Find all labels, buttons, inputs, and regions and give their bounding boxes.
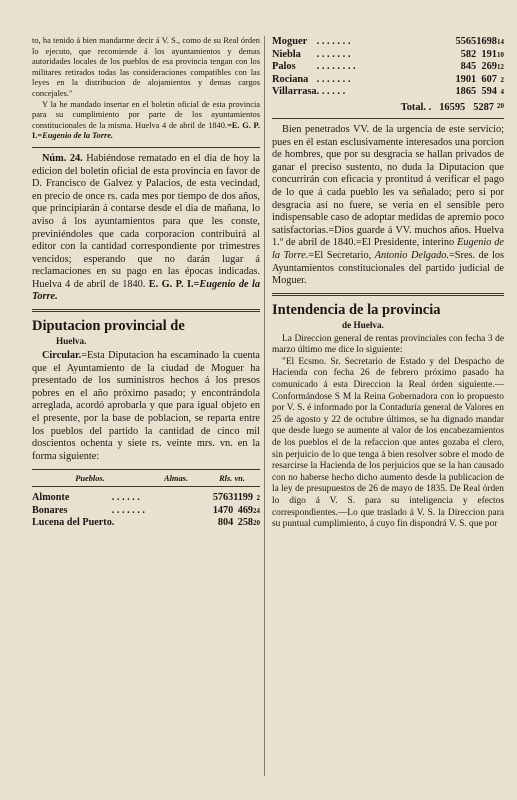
pueblo-name: Palos [272,61,296,73]
rls-value: 1698 [476,36,497,47]
total-rls: 5287 [473,101,494,113]
almas-value: 1901 [455,73,477,85]
circular-text: =Esta Diputacion ha escaminado la cuenta que el Ayuntamiento de la ciudad de Moguer ha presentado de los suministros hechos á los presos pobres en el año próximo pasado; y encontrándola arreglada, acordó aprobarla y que para igual objeto en el presente, por la base de poblacion, se reparta entre los pueblos del partido la cantidad de cinco mil doscientos ochenta y siete rs. veinte mrs. vn. en la forma siguiente: [32,350,260,462]
real-orden-paragraph: "El Ecsmo. Sr. Secretario de Estado y del Despacho de Hacienda con fecha 26 de febrero próximo pasado ha comunicado á esta Direccion la Real órden siguiente.—Conformándose S M la Reina Gobernadora con lo propuesto por V. S. é informado por la Contaduría general de Valores en 25 de agosto y 22 de octubre últimos, se ha dignado mandar que desde luego se aumente al valor de los encabezamientos de los pueblos el de la refaccion que antes gozaba el clero, sin perjuicio de lo que tenga á bien resolver sobre el modo de resarcirse la Hacienda de los perjuicios que se la han causado con no haberse hecho dicho aumento desde la publicacion de la ley de presupuestos de 26 de mayo de 1835. De Real órden lo digo á V. S. para su inteligencia y efectos correspondientes.—Lo que traslado á V. S. la Direccion para su puntual cumplimiento, á cuyo fin dispondrá V. S. que por [272,356,504,530]
distribution-table-left [32,492,260,529]
almas-value: 1865 [455,86,477,98]
header-almas: Almas. [164,474,188,484]
table-row [272,74,504,87]
mrs-value: 24 [253,506,260,515]
right-column [272,36,504,531]
leader-dots: . . . . . . . [316,73,351,85]
rls-value: 191 [481,48,497,60]
mrs-value: 10 [497,50,504,59]
rls-value: 469 [237,504,253,516]
mrs-value: 12 [497,63,504,72]
president-name: Eugenio de la Torre. [272,237,504,261]
table-header [32,472,260,485]
continued-paragraph: to, ha tenido á bien mandarme decir á V. S., como de su Real órden lo ejecuto, que recomiende á los ayuntamientos y demas autoridades locales de los pueblos de esa provincia tengan con los militares retirados todas las consideraciones compatibles con las leyes en la distribucion de alojamientos y demas cargos concejales." [32,36,260,98]
urgency-text: Bien penetrados VV. de la urgencia de este servicio; pues en él estan esclusivamente interesados una porcion de hombres, que por su desgracia se hallan privados de ganar el preciso sustento, no duda la Diputacion que concurrirán con eficacia y prontitud á verificar el pago de lo que á cada pueblo les va señalado; pero si por desgracia así no fuere, se veria en el sensible pero indispensable caso de adoptar medidas de apremio poco satisfactorias.=Dios guarde á VV. muchos años. Huelva 1.º de abril de 1840.=El Presidente, interino [272,123,504,249]
leader-dots: . . . . . . . [316,48,351,60]
table-row [272,86,504,99]
almas-value: 1470 [212,504,234,516]
almas-value: 5565 [455,36,477,47]
boletin-paragraph [32,100,260,142]
header-pueblos: Pueblos. [75,474,105,484]
almas-value: 5763 [212,492,234,504]
circular-label: Circular. [42,350,82,362]
pueblo-name: Moguer [272,36,308,47]
mrs-value: 2 [256,494,260,503]
leader-dots: . . . . . . . [111,504,145,516]
total-label: Total. . [400,101,432,113]
leader-dots: . [111,517,115,529]
secretary-label: =El Secretario, [308,249,375,261]
left-column [32,36,260,530]
mrs-value: 4 [500,88,504,97]
total-mrs: 20 [497,101,504,110]
separator [32,147,260,148]
table-row [272,36,504,49]
section-separator [272,293,504,296]
total-almas: 16595 [439,101,466,113]
table-header-rule [32,486,260,487]
distribution-table-right [272,36,504,99]
table-row [32,517,260,529]
almas-value: 582 [460,48,477,60]
section-subtitle-intendencia: de Huelva. [342,319,384,330]
table-row [272,61,504,74]
rls-value: 594 [481,86,497,98]
notice-text: Habiéndose rematado en el dia de hoy la edicion del boletin oficial de esta provincia en favor de D. Francisco de Galvez y Palacios, de esta vecindad, en precio de once rs. cada mes por tiempo de dos años, que principiarán á contarse desde el dia de mañana, lo aviso á los ayuntamientos para que les conste, previniéndoles que cada corporacion contribuirá al editor con la cantidad correspondiente por trimestres vencidos; esperando que no darán lugar á reclamaciones en su pago en las épocas indicadas. Huelva 4 de abril de 1840. [32,152,260,290]
section-separator [32,309,260,312]
rls-value: 607 [481,73,497,85]
rls-value: 258 [237,517,253,529]
mrs-value: 20 [253,519,260,528]
header-rls: Rls. vn. [219,474,245,484]
notice-signer: Eugenio de la Torre. [32,278,260,303]
boletin-signature: =E. G. P. I.= [32,120,260,141]
section-title-diputacion: Diputacion provincial de [32,318,185,335]
table-top-rule [32,469,260,470]
direccion-paragraph: La Direccion general de rentas provinciales con fecha 3 de marzo último me dice lo siguiente: [272,333,504,356]
pueblo-name: Rociana [272,73,309,85]
table-row [272,49,504,62]
pueblo-name: Almonte [32,492,70,504]
notice-signature: E. G. P. I.= [148,278,200,290]
pueblo-name: Bonares [32,504,68,516]
almas-value: 845 [460,61,477,73]
table-row [32,505,260,517]
mrs-value: 2 [500,75,504,84]
pueblo-name: Niebla [272,48,301,60]
numbered-notice [32,153,260,304]
notice-number: Núm. 24. [42,152,83,164]
circular-paragraph [32,350,260,463]
rls-value: 1199 [233,492,253,504]
urgency-paragraph [272,124,504,288]
pueblo-name: Villarrasa [272,86,317,98]
column-divider [264,36,265,776]
separator [272,118,504,119]
rls-value: 269 [481,61,497,73]
total-row [272,99,504,113]
section-title-intendencia: Intendencia de la provincia [272,301,441,318]
mrs-value: 14 [497,38,504,46]
table-row [32,492,260,504]
section-subtitle-diputacion: Huelva. [56,336,87,347]
almas-value: 804 [217,517,234,529]
leader-dots: . . . . . . . . [316,61,356,73]
pueblo-name: Lucena del Puerto [32,517,112,529]
boletin-text: Y la he mandado insertar en el boletin oficial de esta provincia para su cumplimiento por parte de los ayuntamientos constitucionales de la misma. Huelva 4 de abril de 1840. [32,99,260,130]
boletin-signer: Eugenio de la Torre. [42,131,114,141]
secretary-name: Antonio Delgado. [374,249,449,261]
leader-dots: . . . . . . [111,492,140,504]
leader-dots: . . . . . . [316,86,346,98]
leader-dots: . . . . . . . [316,36,351,47]
addressees: =Sres. de los Ayuntamientos constitucionales del partido judicial de Moguer. [272,249,505,287]
